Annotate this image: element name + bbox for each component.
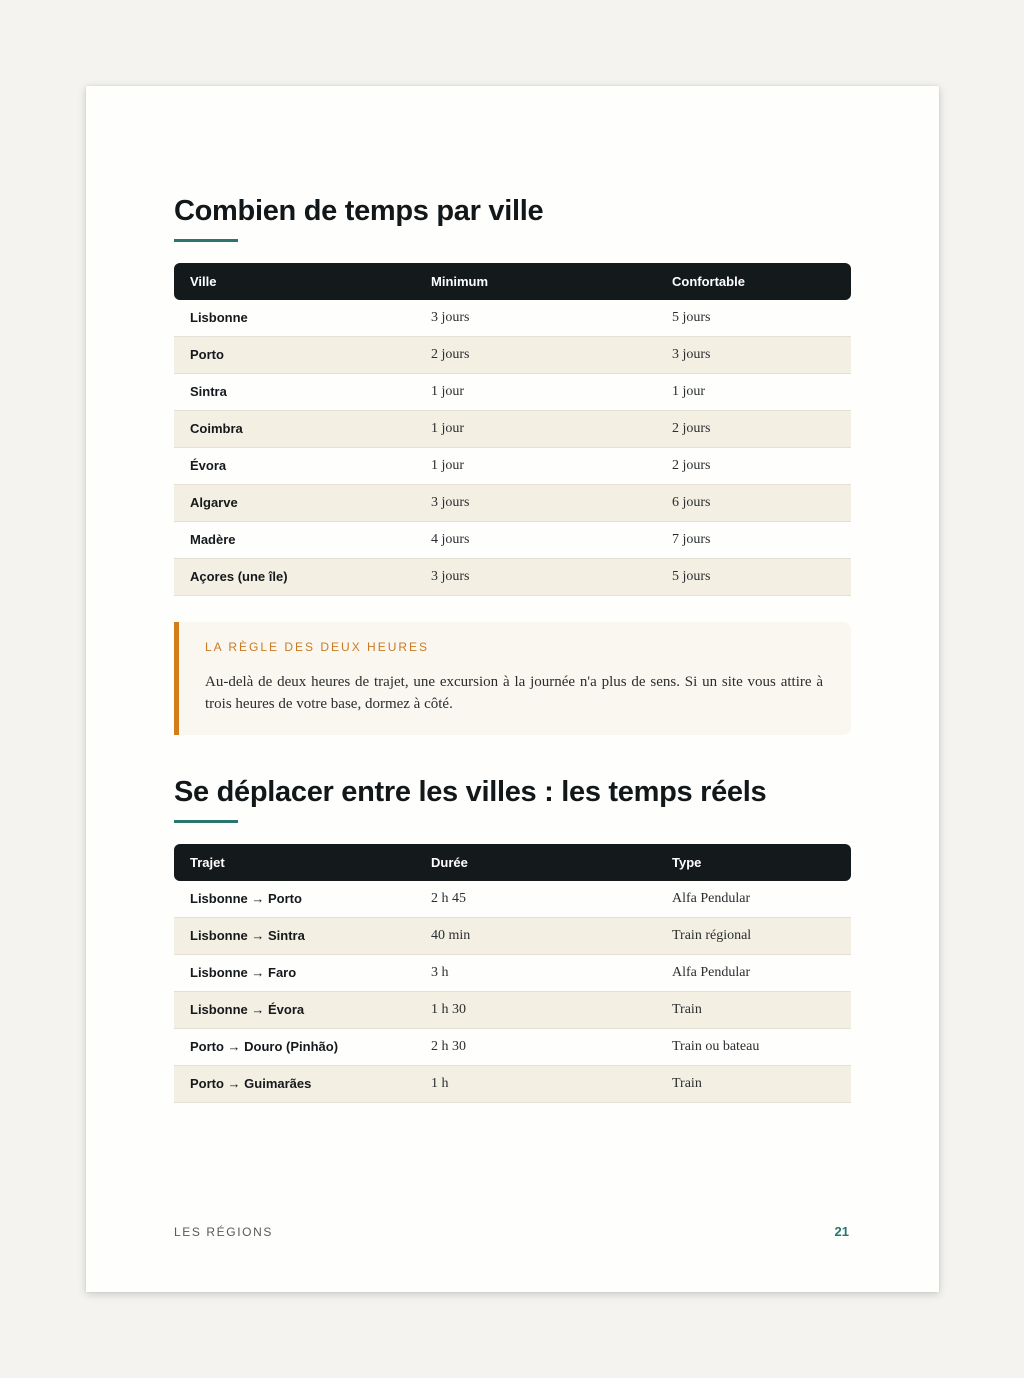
minimum-cell: 3 jours [415,559,656,596]
column-header-duree: Durée [415,844,656,881]
city-cell: Porto [174,337,415,374]
document-page [86,86,939,1292]
type-cell: Train régional [656,918,851,955]
travel-times-table [174,844,851,1103]
city-cell: Açores (une île) [174,559,415,596]
minimum-cell: 4 jours [415,522,656,559]
table-row [174,881,851,918]
type-cell: Train [656,992,851,1029]
minimum-cell: 2 jours [415,337,656,374]
table-row [174,448,851,485]
type-cell: Alfa Pendular [656,881,851,918]
route-cell: Lisbonne → Sintra [174,918,415,955]
city-cell: Algarve [174,485,415,522]
table-row [174,300,851,337]
section-time-per-city [174,196,851,596]
comfortable-cell: 6 jours [656,485,851,522]
type-cell: Train ou bateau [656,1029,851,1066]
table-row [174,411,851,448]
section-title: Combien de temps par ville [174,195,544,227]
table-header-row [174,263,851,300]
city-cell: Évora [174,448,415,485]
table-row [174,1029,851,1066]
comfortable-cell: 7 jours [656,522,851,559]
route-cell: Lisbonne → Porto [174,881,415,918]
callout-label: LA RÈGLE DES DEUX HEURES [205,640,430,654]
table-row [174,992,851,1029]
duration-cell: 2 h 30 [415,1029,656,1066]
comfortable-cell: 3 jours [656,337,851,374]
duration-cell: 40 min [415,918,656,955]
duration-cell: 1 h 30 [415,992,656,1029]
column-header-minimum: Minimum [415,263,656,300]
column-header-trajet: Trajet [174,844,415,881]
section-title: Se déplacer entre les villes : les temps réels [174,776,767,808]
type-cell: Alfa Pendular [656,955,851,992]
route-cell: Porto → Douro (Pinhão) [174,1029,415,1066]
route-cell: Lisbonne → Évora [174,992,415,1029]
callout-box [174,622,851,735]
comfortable-cell: 1 jour [656,374,851,411]
route-cell: Porto → Guimarães [174,1066,415,1103]
city-cell: Madère [174,522,415,559]
section-travel-times [174,777,851,1103]
minimum-cell: 3 jours [415,300,656,337]
minimum-cell: 1 jour [415,411,656,448]
minimum-cell: 1 jour [415,448,656,485]
route-cell: Lisbonne → Faro [174,955,415,992]
type-cell: Train [656,1066,851,1103]
comfortable-cell: 5 jours [656,300,851,337]
table-row [174,374,851,411]
comfortable-cell: 5 jours [656,559,851,596]
time-per-city-table [174,263,851,596]
column-header-confortable: Confortable [656,263,851,300]
duration-cell: 1 h [415,1066,656,1103]
table-row [174,918,851,955]
column-header-type: Type [656,844,851,881]
table-row [174,559,851,596]
page-number: 21 [834,1224,849,1239]
duration-cell: 2 h 45 [415,881,656,918]
duration-cell: 3 h [415,955,656,992]
city-cell: Sintra [174,374,415,411]
title-underline [174,239,238,242]
table-row [174,337,851,374]
minimum-cell: 1 jour [415,374,656,411]
comfortable-cell: 2 jours [656,448,851,485]
table-row [174,522,851,559]
table-row [174,485,851,522]
table-row [174,1066,851,1103]
city-cell: Coimbra [174,411,415,448]
minimum-cell: 3 jours [415,485,656,522]
title-underline [174,820,238,823]
comfortable-cell: 2 jours [656,411,851,448]
running-footer-section: LES RÉGIONS [174,1225,273,1239]
callout-text: Au-delà de deux heures de trajet, une excursion à la journée n'a plus de sens. Si un site vous attire à trois heures de votre base, dormez à côté. [205,674,823,712]
table-row [174,955,851,992]
city-cell: Lisbonne [174,300,415,337]
table-header-row [174,844,851,881]
column-header-ville: Ville [174,263,415,300]
